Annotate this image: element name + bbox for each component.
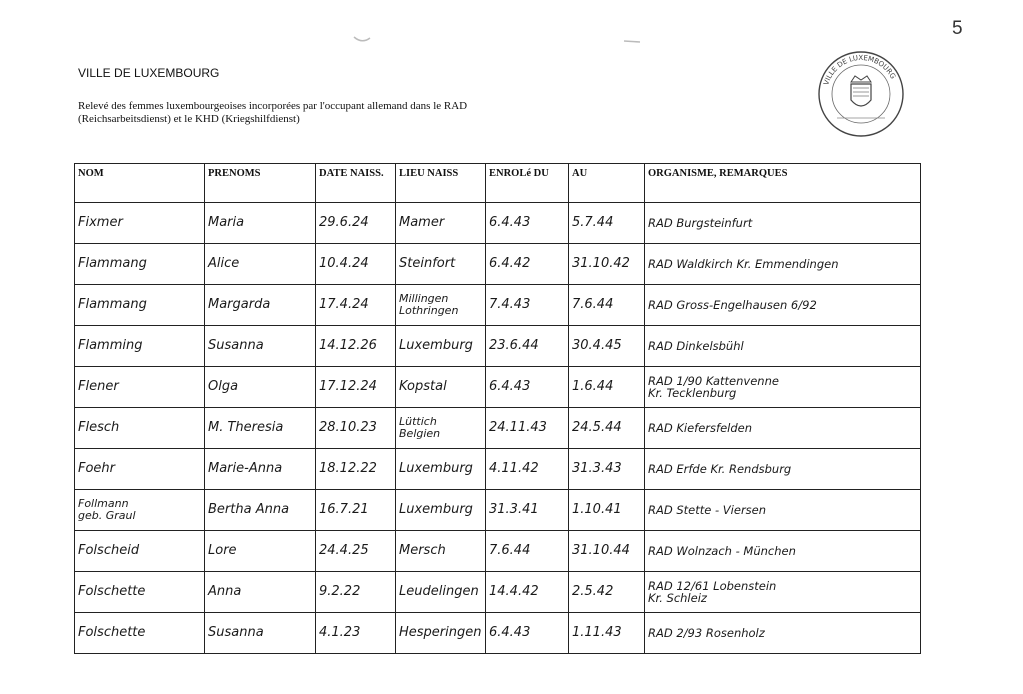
cell-au: 31.10.42 [569,244,645,285]
cell-lieu: Mersch [396,531,486,572]
cell-lieu: Lüttich Belgien [396,408,486,449]
cell-date: 29.6.24 [316,203,396,244]
cell-au: 2.5.42 [569,572,645,613]
col-header-date: DATE NAISS. [316,164,396,203]
cell-enrole: 6.4.43 [486,203,569,244]
cell-au: 5.7.44 [569,203,645,244]
cell-prenoms: Alice [205,244,316,285]
cell-prenoms: Susanna [205,326,316,367]
cell-lieu: Kopstal [396,367,486,408]
cell-date: 10.4.24 [316,244,396,285]
cell-date: 16.7.21 [316,490,396,531]
cell-enrole: 7.6.44 [486,531,569,572]
cell-nom: Flammang [75,285,205,326]
cell-date: 17.12.24 [316,367,396,408]
cell-remarques: RAD Kiefersfelden [645,408,921,449]
cell-lieu: Hesperingen [396,613,486,654]
cell-prenoms: Anna [205,572,316,613]
cell-remarques: RAD 2/93 Rosenholz [645,613,921,654]
cell-au: 30.4.45 [569,326,645,367]
cell-au: 1.11.43 [569,613,645,654]
cell-lieu: Millingen Lothringen [396,285,486,326]
table-row [75,572,921,613]
table-header-row [75,164,921,203]
col-header-enrole: ENROLé DU [486,164,569,203]
cell-prenoms: Maria [205,203,316,244]
cell-remarques: RAD Erfde Kr. Rendsburg [645,449,921,490]
cell-lieu: Mamer [396,203,486,244]
cell-remarques: RAD Stette - Viersen [645,490,921,531]
col-header-lieu: LIEU NAISS [396,164,486,203]
table-row [75,613,921,654]
cell-enrole: 23.6.44 [486,326,569,367]
cell-remarques: RAD 1/90 Kattenvenne Kr. Tecklenburg [645,367,921,408]
cell-nom: Flammang [75,244,205,285]
cell-lieu: Leudelingen [396,572,486,613]
cell-enrole: 4.11.42 [486,449,569,490]
cell-date: 18.12.22 [316,449,396,490]
cell-date: 4.1.23 [316,613,396,654]
cell-enrole: 24.11.43 [486,408,569,449]
cell-au: 31.10.44 [569,531,645,572]
cell-au: 1.6.44 [569,367,645,408]
header-description: Relevé des femmes luxembourgeoises incorporées par l'occupant allemand dans le RAD (Reichsarbeitsdienst) et le KHD (Kriegshilfdienst) [78,100,468,125]
cell-nom: Folscheid [75,531,205,572]
cell-au: 1.10.41 [569,490,645,531]
table-row [75,203,921,244]
cell-prenoms: Susanna [205,613,316,654]
cell-date: 14.12.26 [316,326,396,367]
table-row [75,408,921,449]
table-row [75,531,921,572]
table-row [75,285,921,326]
cell-lieu: Steinfort [396,244,486,285]
table-row [75,244,921,285]
cell-remarques: RAD Wolnzach - München [645,531,921,572]
table-row [75,490,921,531]
cell-date: 28.10.23 [316,408,396,449]
cell-lieu: Luxemburg [396,490,486,531]
cell-au: 31.3.43 [569,449,645,490]
women-register-table [74,163,921,654]
cell-nom: Flesch [75,408,205,449]
cell-au: 7.6.44 [569,285,645,326]
col-header-remarques: ORGANISME, REMARQUES [645,164,921,203]
col-header-nom: NOM [75,164,205,203]
col-header-prenoms: PRENOMS [205,164,316,203]
cell-enrole: 31.3.41 [486,490,569,531]
cell-nom: Follmann geb. Graul [75,490,205,531]
header-city: VILLE DE LUXEMBOURG [78,66,220,80]
cell-nom: Folschette [75,572,205,613]
cell-lieu: Luxemburg [396,449,486,490]
page-number: 5 [952,18,963,39]
cell-date: 9.2.22 [316,572,396,613]
scan-mark-icon [352,34,372,44]
official-stamp-icon [815,48,907,140]
cell-enrole: 6.4.43 [486,613,569,654]
cell-remarques: RAD Burgsteinfurt [645,203,921,244]
cell-nom: Folschette [75,613,205,654]
cell-date: 17.4.24 [316,285,396,326]
cell-enrole: 6.4.43 [486,367,569,408]
cell-remarques: RAD Dinkelsbühl [645,326,921,367]
scan-mark-icon [622,36,642,46]
cell-prenoms: Olga [205,367,316,408]
cell-nom: Fixmer [75,203,205,244]
cell-prenoms: Marie-Anna [205,449,316,490]
cell-prenoms: Lore [205,531,316,572]
cell-nom: Flener [75,367,205,408]
cell-au: 24.5.44 [569,408,645,449]
cell-prenoms: Margarda [205,285,316,326]
cell-remarques: RAD Waldkirch Kr. Emmendingen [645,244,921,285]
cell-enrole: 6.4.42 [486,244,569,285]
cell-prenoms: M. Theresia [205,408,316,449]
table-row [75,449,921,490]
cell-enrole: 14.4.42 [486,572,569,613]
cell-date: 24.4.25 [316,531,396,572]
col-header-au: AU [569,164,645,203]
cell-remarques: RAD 12/61 Lobenstein Kr. Schleiz [645,572,921,613]
cell-remarques: RAD Gross-Engelhausen 6/92 [645,285,921,326]
cell-nom: Foehr [75,449,205,490]
table-row [75,326,921,367]
svg-text:VILLE DE LUXEMBOURG: VILLE DE LUXEMBOURG [822,53,897,87]
cell-enrole: 7.4.43 [486,285,569,326]
cell-lieu: Luxemburg [396,326,486,367]
table-row [75,367,921,408]
cell-nom: Flamming [75,326,205,367]
cell-prenoms: Bertha Anna [205,490,316,531]
